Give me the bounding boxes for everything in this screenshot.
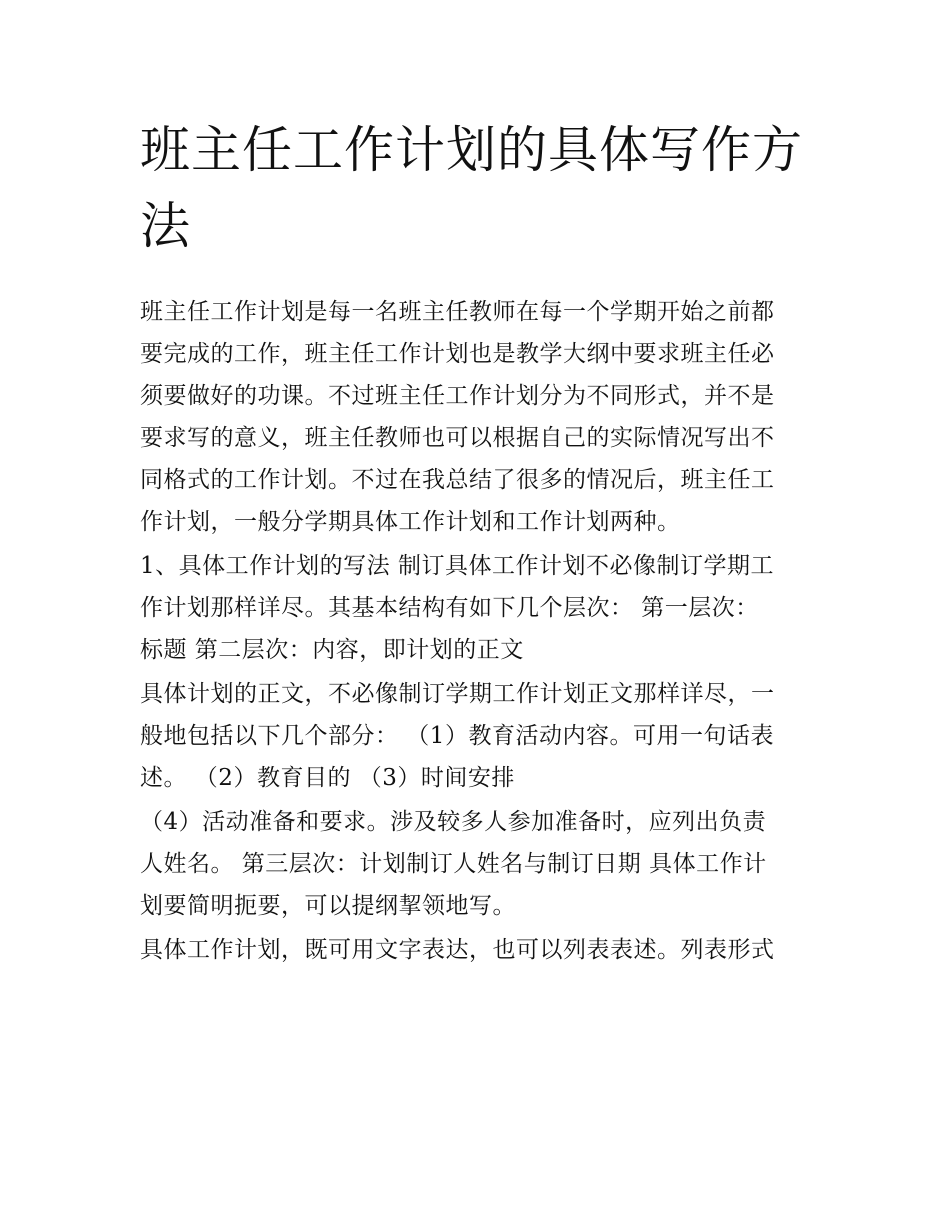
- text-line: 标题 第二层次：内容，即计划的正文: [140, 637, 524, 663]
- text-line: 作计划那样详尽。其基本结构有如下几个层次： 第一层次：: [140, 595, 759, 621]
- paragraph-body-parts: [140, 673, 820, 799]
- title-line-2: 法: [140, 197, 191, 255]
- text-line: 作计划，一般分学期具体工作计划和工作计划两种。: [140, 509, 681, 535]
- paragraph-intro: [140, 291, 820, 543]
- text-line: 要求写的意义，班主任教师也可以根据自己的实际情况写出不: [140, 425, 775, 451]
- text-line: 班主任工作计划是每一名班主任教师在每一个学期开始之前都: [140, 299, 775, 325]
- text-line: 须要做好的功课。不过班主任工作计划分为不同形式，并不是: [140, 383, 775, 409]
- document-title: [140, 112, 820, 264]
- title-line-1: 班主任工作计划的具体写作方: [140, 121, 803, 179]
- text-line: 般地包括以下几个部分： （1）教育活动内容。可用一句话表: [140, 723, 774, 749]
- text-line: 具体计划的正文，不必像制订学期工作计划正文那样详尽，一: [140, 681, 775, 707]
- text-line: 要完成的工作，班主任工作计划也是教学大纲中要求班主任必: [140, 341, 775, 367]
- text-line: （4）活动准备和要求。涉及较多人参加准备时，应列出负责: [140, 809, 767, 835]
- document-page: [140, 112, 820, 973]
- text-line: 划要简明扼要，可以提纲挈领地写。: [140, 893, 516, 919]
- paragraph-section-1: [140, 545, 820, 671]
- text-line: 具体工作计划，既可用文字表达，也可以列表表述。列表形式: [140, 937, 775, 963]
- text-line: 同格式的工作计划。不过在我总结了很多的情况后，班主任工: [140, 467, 775, 493]
- paragraph-preparation: [140, 801, 820, 927]
- text-line: 人姓名。 第三层次：计划制订人姓名与制订日期 具体工作计: [140, 851, 767, 877]
- text-line: 述。 （2）教育目的 （3）时间安排: [140, 765, 515, 791]
- paragraph-format: [140, 929, 820, 971]
- text-line: 1、具体工作计划的写法 制订具体工作计划不必像制订学期工: [140, 553, 774, 579]
